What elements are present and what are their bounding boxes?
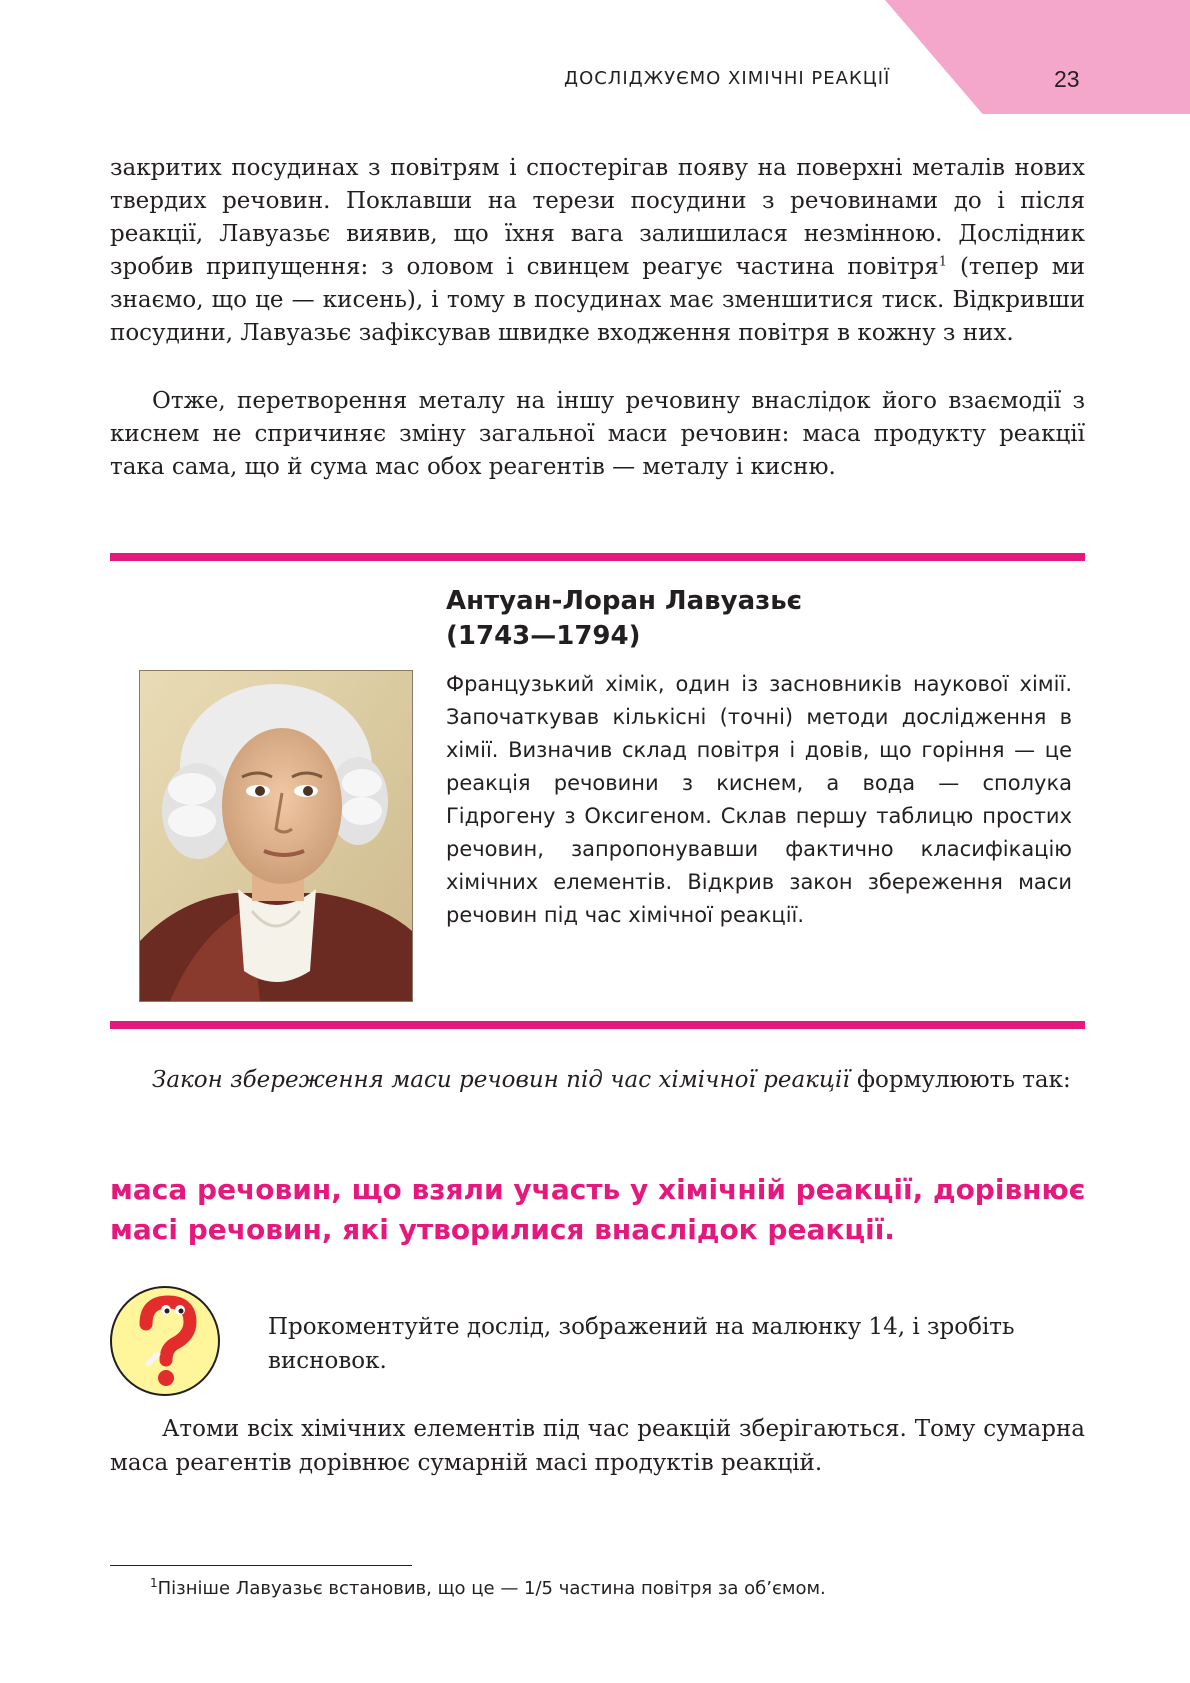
page-number: 23 [1054, 66, 1080, 92]
question-mark-icon [108, 1284, 222, 1398]
paragraph-conclusion-mass: Отже, перетворення металу на іншу речовину внаслідок його взаємодії з киснем не спричиняє зміну загальної маси речовин: маса продукту реакції така сама, що й сума мас обох реагентів — металу і кисню. [110, 388, 1085, 480]
law-statement-line: маса речовин, що взяли участь у хімічній реакції, дорівнює [110, 1173, 1086, 1206]
task-prompt: Прокоментуйте дослід, зображений на малюнку 14, і зробіть висновок. [268, 1314, 1015, 1374]
footnote [150, 1578, 826, 1599]
law-statement-line: масі речовин, які утворилися внаслідок реакції. [110, 1213, 895, 1246]
bio-text: Французький хімік, один із засновників наукової хімії. Започаткував кількісні (точні) методи дослідження в хімії. Визначив склад повітря і довів, що горіння — це реакція речовини з киснем, а вода — сполука Гідрогену з Оксигеном. Склав першу таблицю простих речовин, запропонувавши фактично класифікацію хімічних елементів. Відкрив закон збереження маси речовин під час хімічної реакції. [446, 672, 1072, 927]
footnote-divider [110, 1565, 412, 1566]
paragraph-atoms: Атоми всіх хімічних елементів під час реакцій зберігаються. Тому сумарна маса реагентів дорівнює сумарній масі продуктів реакцій. [110, 1416, 1085, 1476]
footnote-text: Пізніше Лавуазьє встановив, що це — 1/5 частина повітря за об’ємом. [157, 1578, 826, 1599]
bio-bottom-rule [110, 1021, 1085, 1029]
bio-top-rule [110, 553, 1085, 561]
footnote-mark: 1 [150, 1576, 158, 1590]
law-statement [110, 1170, 1100, 1250]
header-corner-tab [885, 0, 1190, 114]
law-name: Закон збереження маси речовин під час хімічної реакції [152, 1067, 850, 1093]
bio-name [446, 584, 802, 654]
bio-years: (1743—1794) [446, 621, 641, 651]
paragraph-experiment-text-cont: (тепер ми знаємо, що це — кисень), і тому в посудинах має зменшитися тиск. Відкривши посудини, Лавуазьє зафіксував швидке входження повітря в кожну з них. [110, 254, 1085, 346]
lavoisier-portrait [139, 670, 413, 1002]
bio-name-line: Антуан-Лоран Лавуазьє [446, 586, 803, 616]
running-header: ДОСЛІДЖУЄМО ХІМІЧНІ РЕАКЦІЇ [564, 68, 891, 89]
law-intro [110, 1064, 1085, 1097]
law-intro-text: формулюють так: [849, 1067, 1071, 1093]
paragraph-experiment [110, 152, 1085, 350]
footnote-reference[interactable]: 1 [938, 254, 948, 270]
paragraph-experiment-text: закритих посудинах з повітрям і спостерігав появу на поверхні металів нових твердих речовин. Поклавши на терези посудини з речовинами до і після реакції, Лавуазьє виявив, що їхня вага залишилася незмінною. Дослідник зробив припущення: з оловом і свинцем реагує частина повітря [110, 155, 1085, 280]
